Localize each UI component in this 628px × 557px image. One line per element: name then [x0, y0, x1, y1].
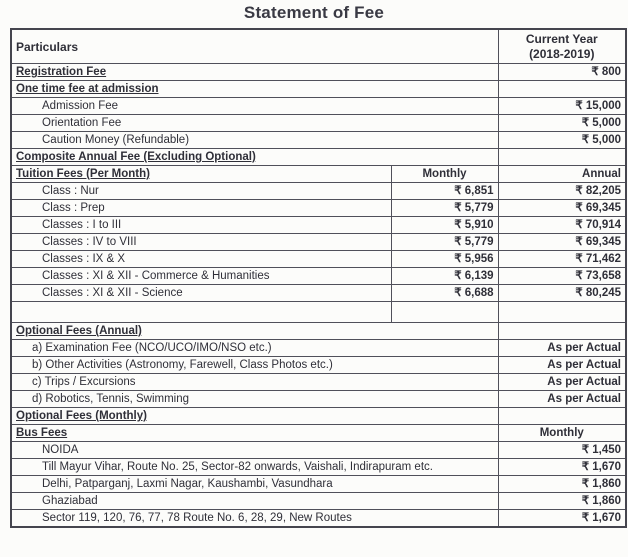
row-monthly-value: ₹ 5,910 — [391, 217, 498, 234]
row-value: As per Actual — [498, 374, 626, 391]
table-row — [11, 374, 626, 391]
row-label: Sector 119, 120, 76, 77, 78 Route No. 6, 28, 29, New Routes — [11, 510, 498, 528]
table-row — [11, 476, 626, 493]
row-label: Till Mayur Vihar, Route No. 25, Sector-82 onwards, Vaishali, Indirapuram etc. — [11, 459, 498, 476]
table-row — [11, 64, 626, 81]
table-row — [11, 217, 626, 234]
row-label: b) Other Activities (Astronomy, Farewell, Class Photos etc.) — [11, 357, 498, 374]
row-monthly-value: ₹ 5,779 — [391, 234, 498, 251]
row-monthly-value: ₹ 6,688 — [391, 285, 498, 302]
row-annual-value: ₹ 69,345 — [498, 234, 626, 251]
row-label: Optional Fees (Monthly) — [11, 408, 498, 425]
row-value: ₹ 15,000 — [498, 98, 626, 115]
row-label: Orientation Fee — [11, 115, 498, 132]
row-annual-value: ₹ 70,914 — [498, 217, 626, 234]
row-value: ₹ 1,670 — [498, 459, 626, 476]
row-label: Classes : IX & X — [11, 251, 391, 268]
row-monthly-value: ₹ 5,779 — [391, 200, 498, 217]
row-value: As per Actual — [498, 391, 626, 408]
table-row — [11, 391, 626, 408]
fee-table — [10, 28, 627, 528]
row-value — [498, 81, 626, 98]
row-label: Optional Fees (Annual) — [11, 323, 498, 340]
table-row — [11, 166, 626, 183]
table-row — [11, 81, 626, 98]
row-monthly-value — [391, 302, 498, 323]
table-row — [11, 251, 626, 268]
row-value: ₹ 1,450 — [498, 442, 626, 459]
table-row — [11, 285, 626, 302]
row-annual-value: ₹ 80,245 — [498, 285, 626, 302]
row-label: Caution Money (Refundable) — [11, 132, 498, 149]
row-label: Class : Nur — [11, 183, 391, 200]
row-label: Admission Fee — [11, 98, 498, 115]
row-value: ₹ 1,860 — [498, 476, 626, 493]
current-year-label: Current Year — [525, 31, 598, 46]
row-annual-value: ₹ 82,205 — [498, 183, 626, 200]
table-row — [11, 408, 626, 425]
row-value: ₹ 1,670 — [498, 510, 626, 528]
table-row — [11, 234, 626, 251]
row-monthly-value: Monthly — [391, 166, 498, 183]
row-label: Classes : XI & XII - Science — [11, 285, 391, 302]
row-annual-value: ₹ 71,462 — [498, 251, 626, 268]
row-label: Composite Annual Fee (Excluding Optional) — [11, 149, 498, 166]
row-label: d) Robotics, Tennis, Swimming — [11, 391, 498, 408]
table-row — [11, 132, 626, 149]
current-year-range: (2018-2019) — [529, 46, 595, 61]
table-row — [11, 183, 626, 200]
table-row — [11, 200, 626, 217]
table-row — [11, 425, 626, 442]
row-value: ₹ 800 — [498, 64, 626, 81]
row-monthly-value: ₹ 5,956 — [391, 251, 498, 268]
table-row — [11, 357, 626, 374]
row-value — [498, 408, 626, 425]
row-label: Classes : XI & XII - Commerce & Humanities — [11, 268, 391, 285]
row-label: Classes : I to III — [11, 217, 391, 234]
row-value: ₹ 1,860 — [498, 493, 626, 510]
row-annual-value: Annual — [498, 166, 626, 183]
row-label: Ghaziabad — [11, 493, 498, 510]
row-label — [11, 302, 391, 323]
row-label: Registration Fee — [11, 64, 498, 81]
table-row — [11, 323, 626, 340]
current-year-header — [498, 29, 626, 64]
row-label: Bus Fees — [11, 425, 498, 442]
row-label: Delhi, Patparganj, Laxmi Nagar, Kaushambi, Vasundhara — [11, 476, 498, 493]
table-header-row — [11, 29, 626, 64]
row-label: Tuition Fees (Per Month) — [11, 166, 391, 183]
table-row — [11, 268, 626, 285]
row-value: As per Actual — [498, 357, 626, 374]
row-value: As per Actual — [498, 340, 626, 357]
row-label: Class : Prep — [11, 200, 391, 217]
row-value: Monthly — [498, 425, 626, 442]
table-row — [11, 459, 626, 476]
row-value — [498, 323, 626, 340]
table-row — [11, 115, 626, 132]
particulars-header: Particulars — [11, 29, 498, 64]
row-monthly-value: ₹ 6,851 — [391, 183, 498, 200]
row-label: NOIDA — [11, 442, 498, 459]
table-row — [11, 442, 626, 459]
row-label: One time fee at admission — [11, 81, 498, 98]
fee-table-body — [11, 64, 626, 528]
row-annual-value: ₹ 73,658 — [498, 268, 626, 285]
table-row — [11, 149, 626, 166]
row-label: a) Examination Fee (NCO/UCO/IMO/NSO etc.) — [11, 340, 498, 357]
row-value: ₹ 5,000 — [498, 115, 626, 132]
table-row — [11, 98, 626, 115]
row-label: Classes : IV to VIII — [11, 234, 391, 251]
table-row — [11, 493, 626, 510]
row-annual-value: ₹ 69,345 — [498, 200, 626, 217]
table-row — [11, 340, 626, 357]
row-value — [498, 149, 626, 166]
row-label: c) Trips / Excursions — [11, 374, 498, 391]
page-title: Statement of Fee — [243, 3, 385, 22]
row-annual-value — [498, 302, 626, 323]
table-row — [11, 510, 626, 528]
row-monthly-value: ₹ 6,139 — [391, 268, 498, 285]
table-row — [11, 302, 626, 323]
row-value: ₹ 5,000 — [498, 132, 626, 149]
